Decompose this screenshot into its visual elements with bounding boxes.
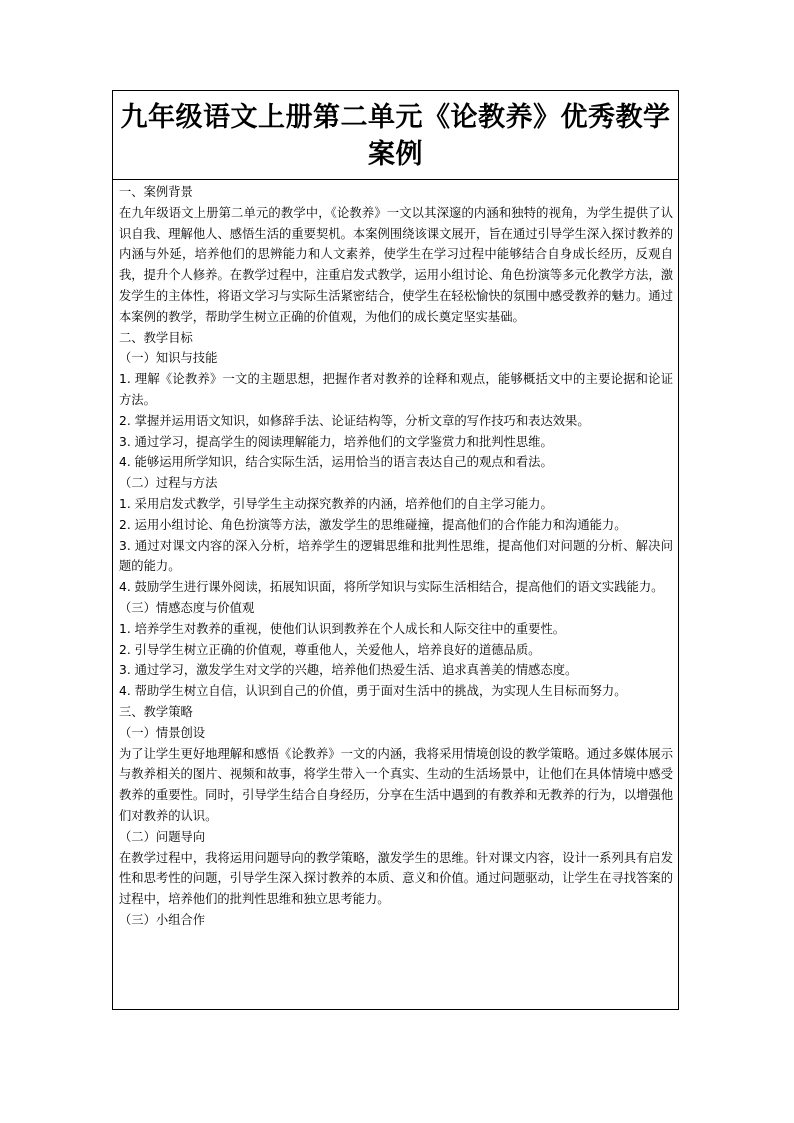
list-item: 2. 掌握并运用语文知识，如修辞手法、论证结构等，分析文章的写作技巧和表达效果。 xyxy=(119,413,590,428)
list-item: 1. 培养学生对教养的重视，使他们认识到教养在个人成长和人际交往中的重要性。 xyxy=(119,621,566,636)
paragraph: 在教学过程中，我将运用问题导向的教学策略，激发学生的思维。针对课文内容，设计一系列具有启发性和思考性的问题，引导学生深入探讨教养的本质、意义和价值。通过问题驱动，让学生在寻找答案的过程中，培养他们的批判性思维和独立思考能力。 xyxy=(119,850,673,907)
list-item: 4. 鼓励学生进行课外阅读，拓展知识面，将所学知识与实际生活相结合，提高他们的语文实践能力。 xyxy=(119,580,664,595)
list-item: 4. 能够运用所学知识，结合实际生活，运用恰当的语言表达自己的观点和看法。 xyxy=(119,455,553,470)
page-title: 九年级语文上册第二单元《论教养》优秀教学案例 xyxy=(120,102,671,170)
subsection-heading: （三）情感态度与价值观 xyxy=(119,600,255,615)
list-item: 3. 通过对课文内容的深入分析，培养学生的逻辑思维和批判性思维，提高他们对问题的分析、解决问题的能力。 xyxy=(119,538,673,574)
subsection-heading: （三）小组合作 xyxy=(119,912,206,927)
list-item: 3. 通过学习，激发学生对文学的兴趣，培养他们热爱生活、追求真善美的情感态度。 xyxy=(119,663,578,678)
content-cell xyxy=(119,182,673,1007)
subsection-heading: （二）问题导向 xyxy=(119,829,206,844)
list-item: 1. 采用启发式教学，引导学生主动探究教养的内涵，培养他们的自主学习能力。 xyxy=(119,496,553,511)
list-item: 1. 理解《论教养》一文的主题思想，把握作者对教养的诠释和观点，能够概括文中的主要论据和论证方法。 xyxy=(119,372,673,407)
title-cell xyxy=(113,91,678,180)
subsection-heading: （一）知识与技能 xyxy=(119,351,218,366)
subsection-heading: （一）情景创设 xyxy=(119,725,206,740)
section-heading: 一、案例背景 xyxy=(119,185,193,199)
section-heading: 二、教学目标 xyxy=(119,330,193,345)
list-item: 2. 运用小组讨论、角色扮演等方法，激发学生的思维碰撞，提高他们的合作能力和沟通能力。 xyxy=(119,517,627,532)
paragraph: 在九年级语文上册第二单元的教学中，《论教养》一文以其深邃的内涵和独特的视角，为学生提供了认识自我、理解他人、感悟生活的重要契机。本案例围绕该课文展开，旨在通过引导学生深入探讨教养的内涵与外延，培养他们的思辨能力和人文素养，使学生在学习过程中能够结合自身成长经历，反观自我，提升个人修养。在教学过程中，注重启发式教学，运用小组讨论、角色扮演等多元化教学方法，激发学生的主体性，将语文学习与实际生活紧密结合，使学生在轻松愉快的氛围中感受教养的魅力。通过本案例的教学，帮助学生树立正确的价值观，为他们的成长奠定坚实基础。 xyxy=(119,205,673,324)
list-item: 4. 帮助学生树立自信，认识到自己的价值，勇于面对生活中的挑战，为实现人生目标而努力。 xyxy=(119,684,627,699)
list-item: 3. 通过学习，提高学生的阅读理解能力，培养他们的文学鉴赏力和批判性思维。 xyxy=(119,434,553,449)
document-frame xyxy=(112,90,679,1010)
subsection-heading: （二）过程与方法 xyxy=(119,476,218,491)
list-item: 2. 引导学生树立正确的价值观，尊重他人，关爱他人，培养良好的道德品质。 xyxy=(119,642,541,657)
section-heading: 三、教学策略 xyxy=(119,704,193,719)
paragraph: 为了让学生更好地理解和感悟《论教养》一文的内涵，我将采用情境创设的教学策略。通过多媒体展示与教养相关的图片、视频和故事，将学生带入一个真实、生动的生活场景中，让他们在具体情境中感受教养的重要性。同时，引导学生结合自身经历，分享在生活中遇到的有教养和无教养的行为，以增强他们对教养的认识。 xyxy=(119,746,673,823)
